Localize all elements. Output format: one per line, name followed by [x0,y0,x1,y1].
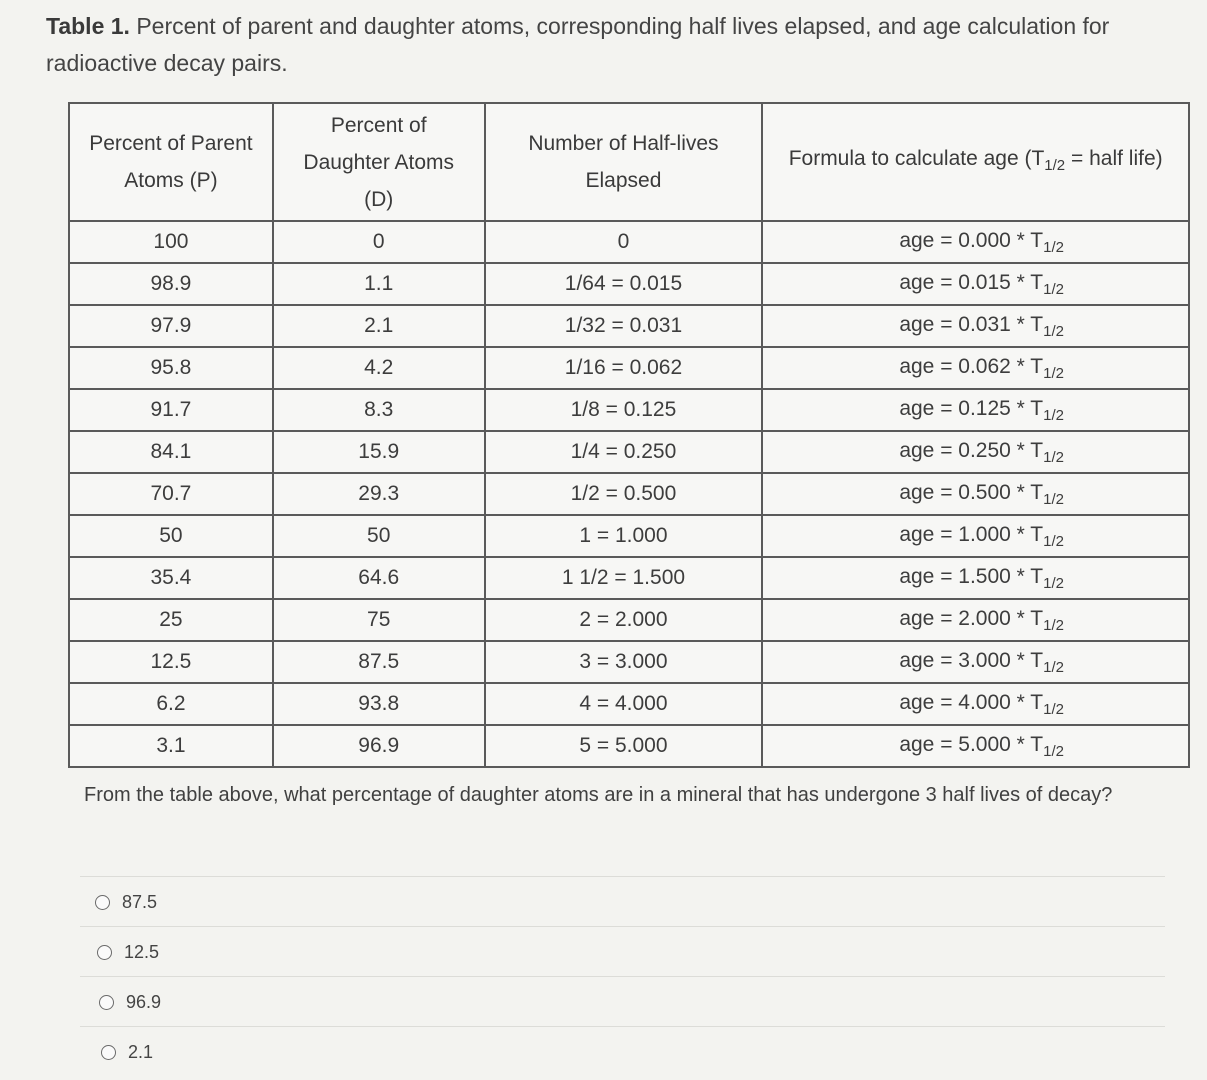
table-body [69,221,1189,767]
cell-halflives: 1/32 = 0.031 [485,305,763,347]
formula-text: age = 0.250 * T [899,438,1044,462]
cell-daughter: 64.6 [273,557,485,599]
answer-option-4[interactable] [101,1042,153,1063]
cell-formula [762,515,1189,557]
cell-daughter: 96.9 [273,725,485,767]
table-row [69,599,1189,641]
formula-text: age = 0.000 * T [899,228,1044,252]
cell-parent: 91.7 [69,389,273,431]
cell-formula [762,641,1189,683]
cell-formula [762,389,1189,431]
formula-subscript: 1/2 [1043,322,1064,340]
cell-halflives: 1/16 = 0.062 [485,347,763,389]
answer-option-3[interactable] [99,992,161,1013]
cell-parent: 50 [69,515,273,557]
table-row [69,221,1189,263]
table-row [69,263,1189,305]
cell-daughter: 2.1 [273,305,485,347]
header-halflives [485,103,763,221]
cell-halflives: 1/64 = 0.015 [485,263,763,305]
cell-parent: 25 [69,599,273,641]
option-label: 12.5 [124,942,160,962]
table-row [69,725,1189,767]
cell-parent: 70.7 [69,473,273,515]
formula-text: age = 5.000 * T [899,732,1044,756]
cell-formula [762,725,1189,767]
header-formula-post: = half life) [1065,147,1163,170]
cell-halflives: 1 = 1.000 [485,515,763,557]
header-parent-label: Percent of Parent Atoms (P) [89,132,253,192]
cell-formula [762,473,1189,515]
caption-label: Table 1. [46,13,130,39]
cell-halflives: 3 = 3.000 [485,641,763,683]
formula-subscript: 1/2 [1043,742,1064,760]
divider [80,876,1165,877]
formula-subscript: 1/2 [1043,364,1064,382]
cell-daughter: 8.3 [273,389,485,431]
formula-text: age = 0.031 * T [899,312,1044,336]
formula-text: age = 3.000 * T [899,648,1044,672]
option-label: 96.9 [126,992,162,1012]
table-row [69,683,1189,725]
table-row [69,431,1189,473]
cell-daughter: 29.3 [273,473,485,515]
formula-subscript: 1/2 [1043,574,1064,592]
cell-formula [762,347,1189,389]
header-daughter [273,103,485,221]
cell-formula [762,305,1189,347]
cell-parent: 84.1 [69,431,273,473]
cell-daughter: 15.9 [273,431,485,473]
table-row [69,473,1189,515]
cell-halflives: 5 = 5.000 [485,725,763,767]
decay-table [68,102,1190,768]
caption-text: Percent of parent and daughter atoms, corresponding half lives elapsed, and age calculation for radioactive decay pairs. [46,13,1110,76]
table-row [69,515,1189,557]
cell-parent: 97.9 [69,305,273,347]
cell-parent: 3.1 [69,725,273,767]
formula-text: age = 1.500 * T [899,564,1044,588]
cell-formula [762,263,1189,305]
cell-formula [762,431,1189,473]
cell-daughter: 50 [273,515,485,557]
header-formula [762,103,1189,221]
table-header-row [69,103,1189,221]
cell-halflives: 1/8 = 0.125 [485,389,763,431]
cell-parent: 35.4 [69,557,273,599]
divider [80,976,1165,977]
cell-parent: 6.2 [69,683,273,725]
formula-subscript: 1/2 [1043,490,1064,508]
table-row [69,305,1189,347]
cell-daughter: 4.2 [273,347,485,389]
formula-text: age = 4.000 * T [899,690,1044,714]
cell-formula [762,557,1189,599]
formula-text: age = 1.000 * T [899,522,1044,546]
divider [80,1026,1165,1027]
cell-daughter: 75 [273,599,485,641]
cell-halflives: 0 [485,221,763,263]
radio-button[interactable] [97,945,112,960]
option-label: 87.5 [122,892,158,912]
formula-subscript: 1/2 [1043,448,1064,466]
divider [80,926,1165,927]
radio-button[interactable] [101,1045,116,1060]
radio-button[interactable] [95,895,110,910]
header-daughter-label: Percent of Daughter Atoms (D) [303,113,455,211]
option-label: 2.1 [128,1042,154,1062]
formula-subscript: 1/2 [1043,406,1064,424]
table-caption [46,8,1166,82]
cell-parent: 100 [69,221,273,263]
cell-halflives: 4 = 4.000 [485,683,763,725]
header-formula-pre: Formula to calculate age (T [788,147,1045,170]
table-row [69,347,1189,389]
formula-subscript: 1/2 [1043,700,1064,718]
formula-text: age = 2.000 * T [899,606,1044,630]
cell-parent: 12.5 [69,641,273,683]
formula-subscript: 1/2 [1043,616,1064,634]
formula-text: age = 0.500 * T [899,480,1044,504]
cell-halflives: 2 = 2.000 [485,599,763,641]
formula-subscript: 1/2 [1043,238,1064,256]
cell-halflives: 1 1/2 = 1.500 [485,557,763,599]
header-parent [69,103,273,221]
table-row [69,641,1189,683]
question-text: From the table above, what percentage of daughter atoms are in a mineral that has undergone 3 half lives of decay? [84,784,1113,806]
cell-formula [762,683,1189,725]
table-row [69,557,1189,599]
cell-daughter: 1.1 [273,263,485,305]
answer-option-1[interactable] [95,892,157,913]
cell-formula [762,599,1189,641]
cell-daughter: 93.8 [273,683,485,725]
table-row [69,389,1189,431]
header-formula-sub: 1/2 [1044,157,1066,174]
cell-parent: 95.8 [69,347,273,389]
formula-subscript: 1/2 [1043,280,1064,298]
radio-button[interactable] [99,995,114,1010]
cell-parent: 98.9 [69,263,273,305]
cell-daughter: 87.5 [273,641,485,683]
cell-daughter: 0 [273,221,485,263]
formula-text: age = 0.125 * T [899,396,1044,420]
cell-halflives: 1/2 = 0.500 [485,473,763,515]
formula-subscript: 1/2 [1043,532,1064,550]
cell-halflives: 1/4 = 0.250 [485,431,763,473]
formula-text: age = 0.015 * T [899,270,1044,294]
header-halflives-label: Number of Half-lives Elapsed [528,132,719,192]
formula-subscript: 1/2 [1043,658,1064,676]
formula-text: age = 0.062 * T [899,354,1044,378]
cell-formula [762,221,1189,263]
answer-option-2[interactable] [97,942,159,963]
